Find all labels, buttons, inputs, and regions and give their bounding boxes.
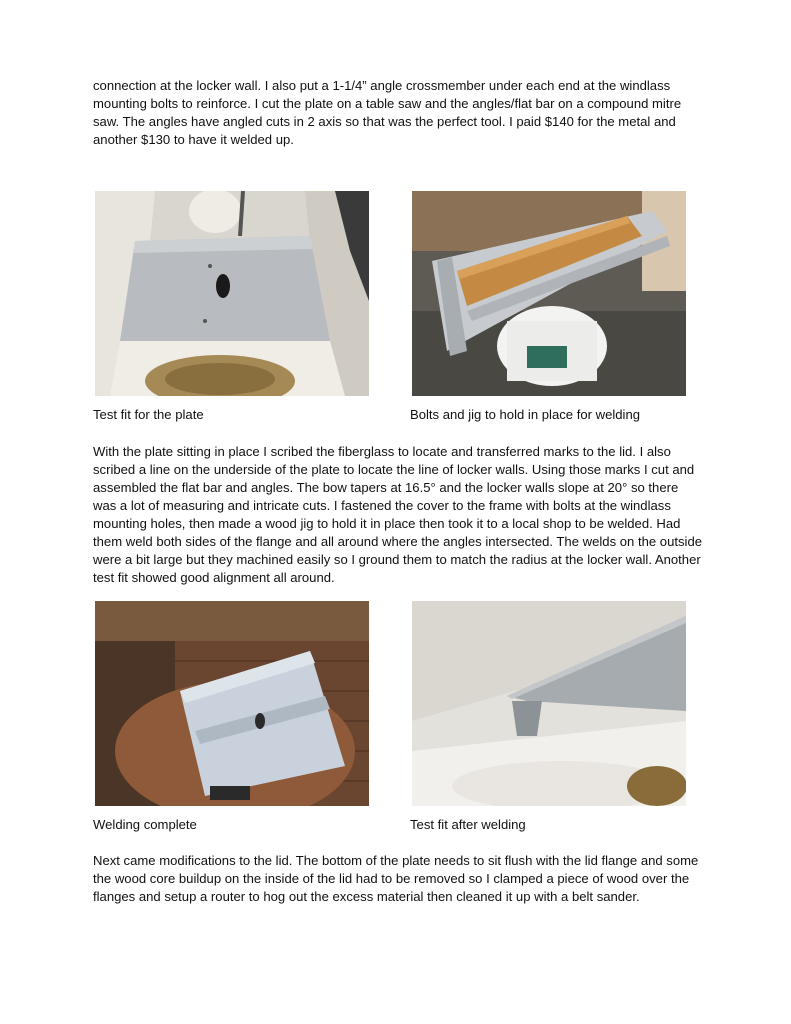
- bolts-and-jig-photo: [412, 191, 686, 396]
- assembly-paragraph: With the plate sitting in place I scribed the fiberglass to locate and transferred marks to the lid. I also scribed a line on the underside of the plate to locate the line of locker walls. Using those marks I cut and assembled the flat bar and angles. The bow tapers at 16.5° and the locker walls slope at 20° so there was a lot of measuring and intricate cuts. I fastened the cover to the frame with bolts at the windlass mounting holes, then made a wood jig to hold it in place then took it to a local shop to be welded. Had them weld both sides of the flange and all around where the angles intersected. The welds on the outside were a bit large but they machined easily so I ground them to match the radius at the locker wall. Another test fit showed good alignment all around.: [93, 444, 703, 585]
- caption-photo-3: Welding complete: [93, 817, 197, 832]
- welding-complete-photo: [95, 601, 369, 806]
- intro-paragraph: connection at the locker wall. I also put a 1-1/4” angle crossmember under each end at the windlass mounting bolts to reinforce. I cut the plate on a table saw and the angles/flat bar on a compound mitre saw. The angles have angled cuts in 2 axis so that was the perfect tool. I paid $140 for the metal and another $130 to have it welded up.: [93, 78, 682, 147]
- plate-test-fit-photo: [95, 191, 369, 396]
- caption-photo-1: Test fit for the plate: [93, 407, 204, 422]
- lid-modification-paragraph: Next came modifications to the lid. The bottom of the plate needs to sit flush with the lid flange and some the wood core buildup on the inside of the lid had to be removed so I clamped a piece of wood over the flanges and setup a router to hog out the excess material then cleaned it up with a belt sander.: [93, 853, 699, 904]
- caption-photo-4: Test fit after welding: [410, 817, 526, 832]
- caption-photo-2: Bolts and jig to hold in place for welding: [410, 407, 641, 422]
- test-fit-after-welding-photo: [412, 601, 686, 806]
